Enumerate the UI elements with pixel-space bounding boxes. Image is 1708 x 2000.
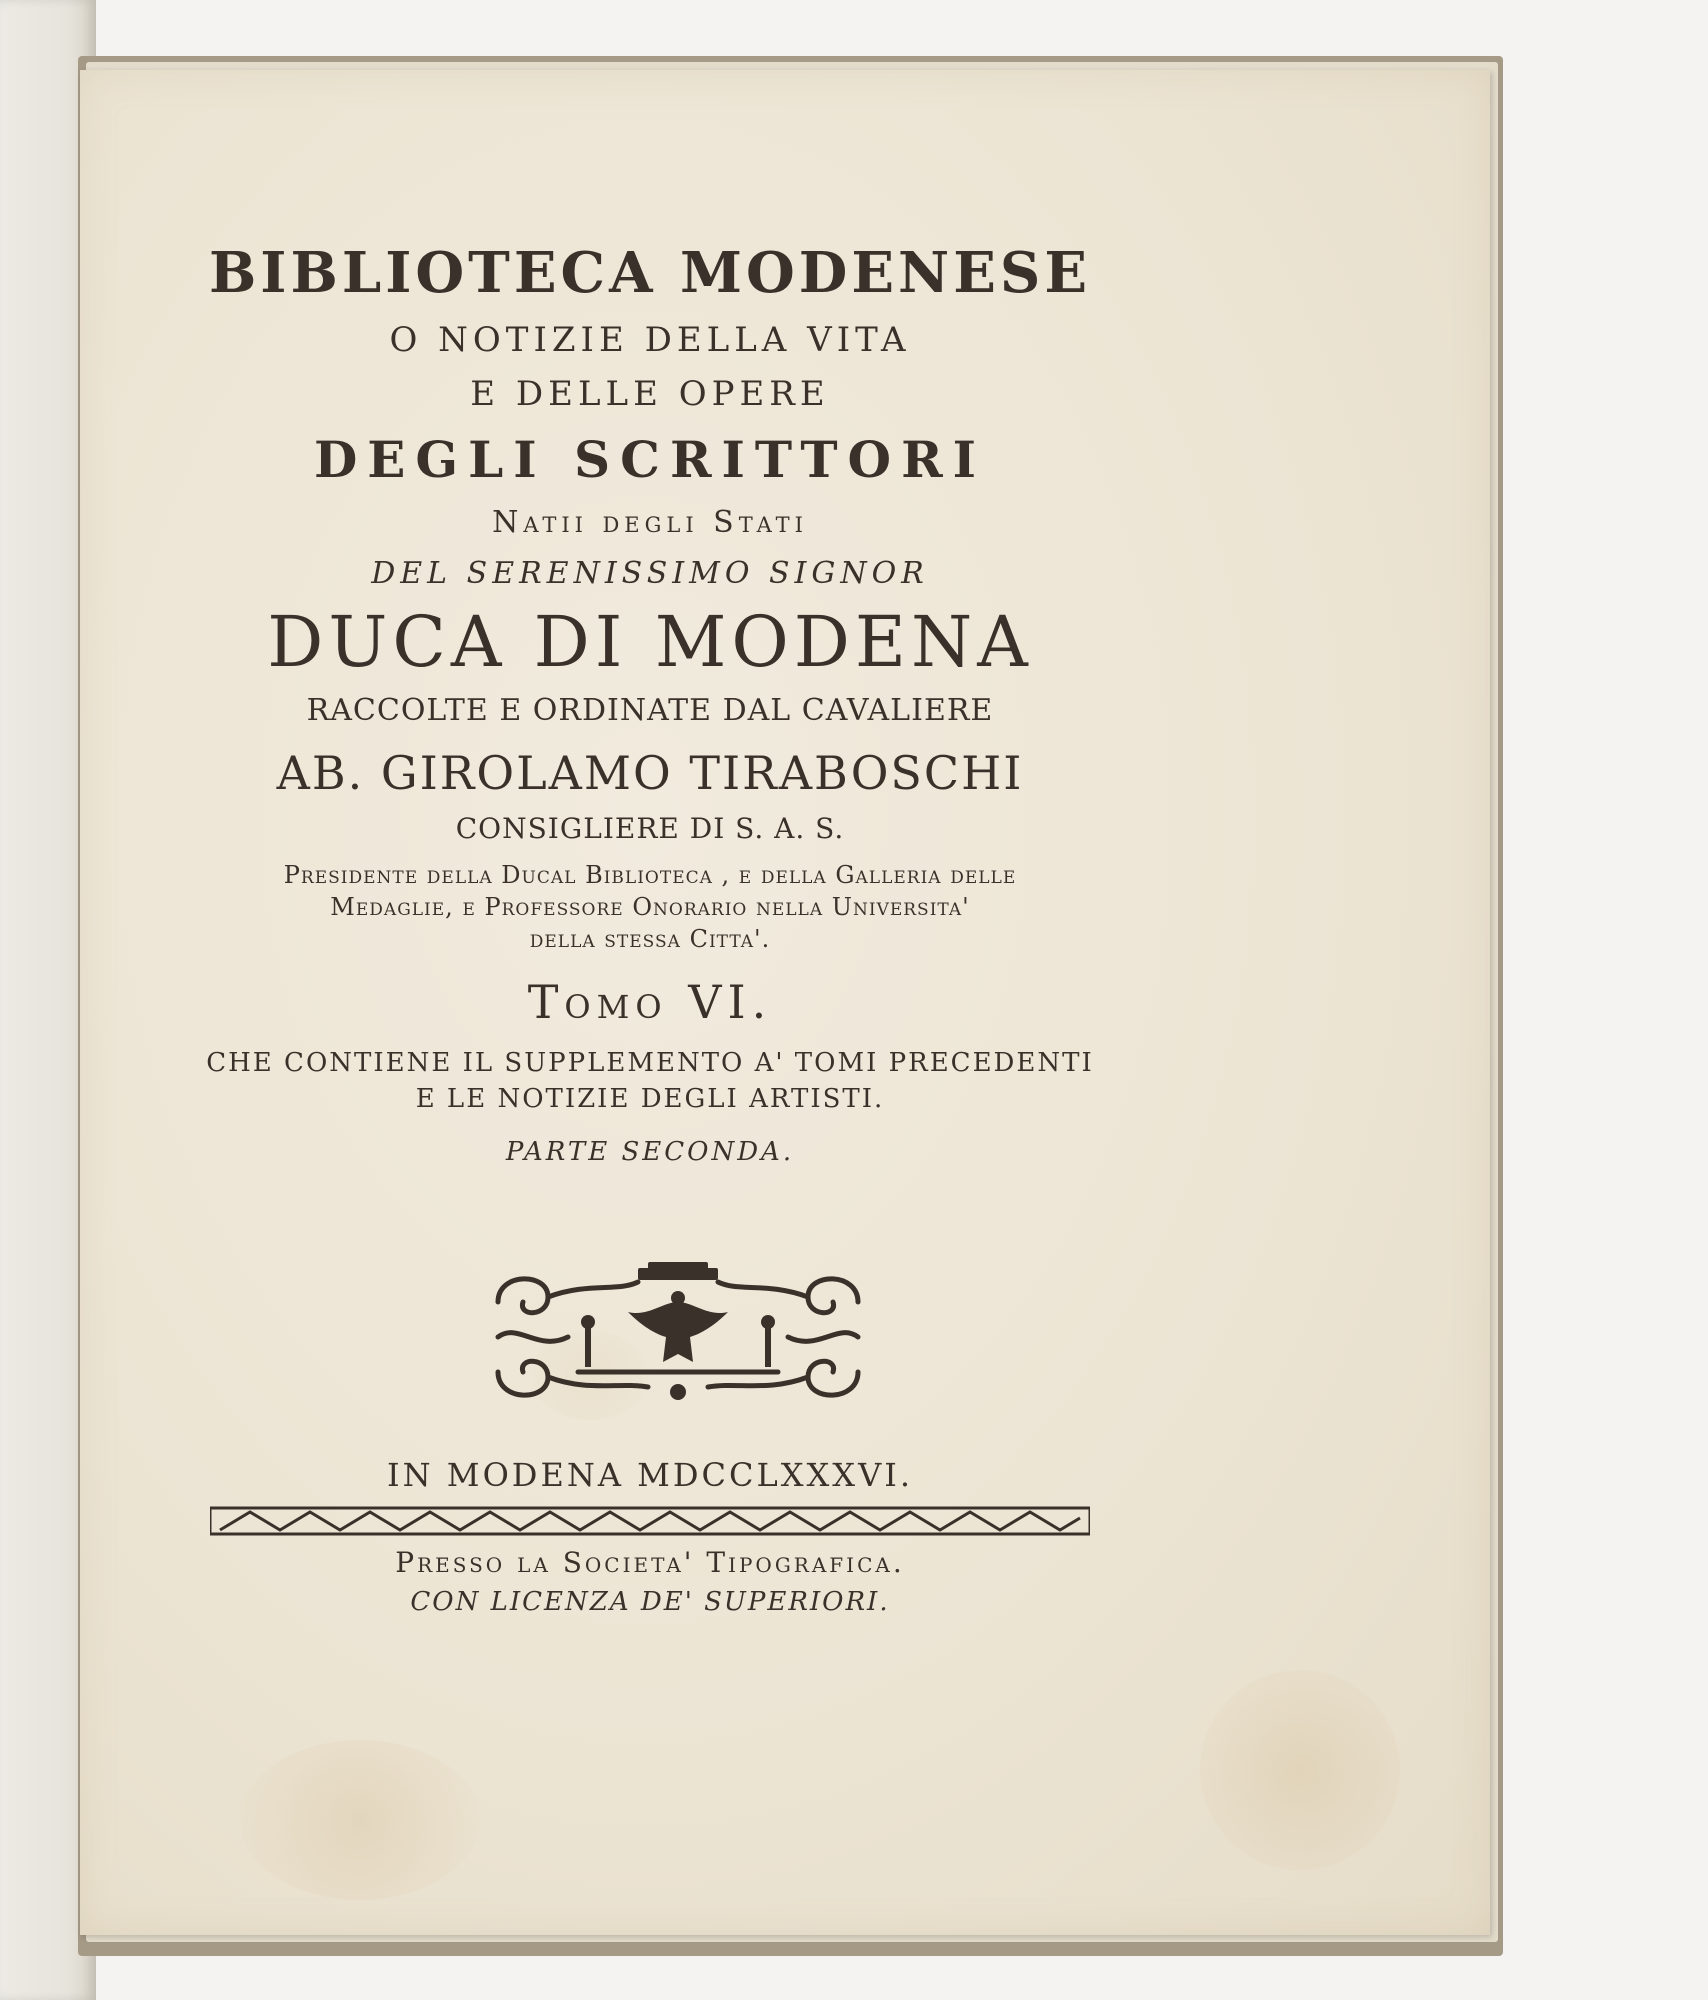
decorative-rule: [210, 1506, 1090, 1536]
subtitle-line-1: O NOTIZIE DELLA VITA: [389, 320, 911, 360]
author-name: AB. GIROLAMO TIRABOSCHI: [276, 746, 1024, 800]
imprint-block: [160, 1456, 1140, 1617]
foxing-stain: [1200, 1670, 1400, 1870]
eagle-crest-ornament-icon: [478, 1262, 878, 1412]
consigliere-line: CONSIGLIERE DI S. A. S.: [455, 812, 845, 845]
presidente-line-3: della stessa Citta'.: [529, 925, 771, 953]
parte-line: PARTE SECONDA.: [505, 1137, 795, 1167]
title-text-block: [160, 230, 1140, 1167]
duca-line: DUCA DI MODENA: [267, 601, 1033, 683]
imprint-place-date: IN MODENA MDCCLXXXVI.: [386, 1456, 913, 1494]
volume-number: Tomo VI.: [527, 975, 773, 1029]
serenissimo-line: DEL SERENISSIMO SIGNOR: [371, 556, 929, 591]
contiene-line-2: E LE NOTIZIE DEGLI ARTISTI.: [415, 1084, 885, 1114]
subtitle-line-3: DEGLI SCRITTORI: [313, 430, 987, 489]
natii-line: Natii degli Stati: [492, 505, 808, 540]
presidente-line-1: Presidente della Ducal Biblioteca , e della Galleria delle: [283, 861, 1017, 889]
licenza-line: CON LICENZA DE' SUPERIORI.: [410, 1587, 890, 1617]
presidente-line-2: Medaglie, e Professore Onorario nella Universita': [330, 893, 970, 921]
subtitle-line-2: E DELLE OPERE: [470, 374, 830, 414]
contiene-line-1: CHE CONTIENE IL SUPPLEMENTO A' TOMI PRECEDENTI: [206, 1048, 1094, 1078]
printer-line: Presso la Societa' Tipografica.: [395, 1546, 905, 1579]
book-title: BIBLIOTECA MODENESE: [208, 240, 1092, 306]
raccolte-line: RACCOLTE E ORDINATE DAL CAVALIERE: [306, 693, 994, 728]
foxing-stain: [240, 1740, 480, 1900]
